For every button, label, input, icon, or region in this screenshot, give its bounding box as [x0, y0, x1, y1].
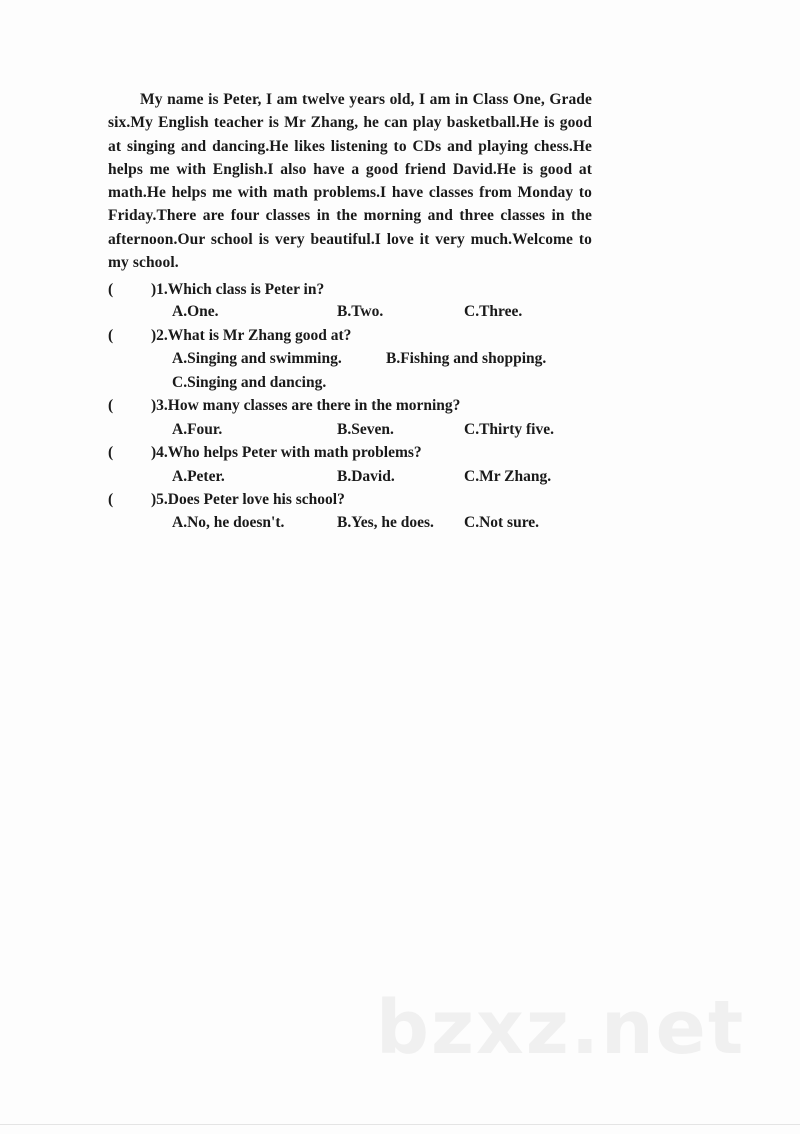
question-text: )5.Does Peter love his school? [151, 491, 345, 508]
page-edge-divider [0, 1124, 800, 1125]
option-c: C.Singing and dancing. [172, 374, 327, 391]
option-c: C.Mr Zhang. [464, 468, 552, 485]
option-c: C.Thirty five. [464, 421, 554, 438]
option-c: C.Three. [464, 303, 523, 320]
option-c: C.Not sure. [464, 514, 540, 531]
answer-bracket[interactable]: ( [108, 444, 114, 461]
answer-bracket[interactable]: ( [108, 491, 114, 508]
question-text: )4.Who helps Peter with math problems? [151, 444, 422, 461]
answer-bracket[interactable]: ( [108, 397, 114, 414]
option-a: A.No, he doesn't. [172, 514, 285, 531]
option-b: B.Yes, he does. [337, 514, 434, 531]
option-b: B.Two. [337, 303, 384, 320]
answer-bracket[interactable]: ( [108, 281, 114, 298]
option-a: A.Four. [172, 421, 223, 438]
question-text: )3.How many classes are there in the morning? [151, 397, 461, 414]
answer-bracket[interactable]: ( [108, 327, 114, 344]
question-text: )1.Which class is Peter in? [151, 281, 325, 298]
option-b: B.Seven. [337, 421, 394, 438]
question-text: )2.What is Mr Zhang good at? [151, 327, 352, 344]
option-a: A.Peter. [172, 468, 225, 485]
watermark: bzxz.net [376, 985, 746, 1071]
option-b: B.Fishing and shopping. [386, 350, 547, 367]
reading-passage: My name is Peter, I am twelve years old, I am in Class One, Grade six.My English teacher is Mr Zhang, he can play basketball.He is good at singing and dancing.He likes listening to CDs and playing chess.He helps me with English.I also have a good friend David.He is good at math.He helps me with math problems.I have classes from Monday to Friday.There are four classes in the morning and three classes in the afternoon.Our school is very beautiful.I love it very much.Welcome to my school. [108, 91, 592, 272]
option-b: B.David. [337, 468, 395, 485]
option-a: A.Singing and swimming. [172, 350, 342, 367]
option-a: A.One. [172, 303, 219, 320]
